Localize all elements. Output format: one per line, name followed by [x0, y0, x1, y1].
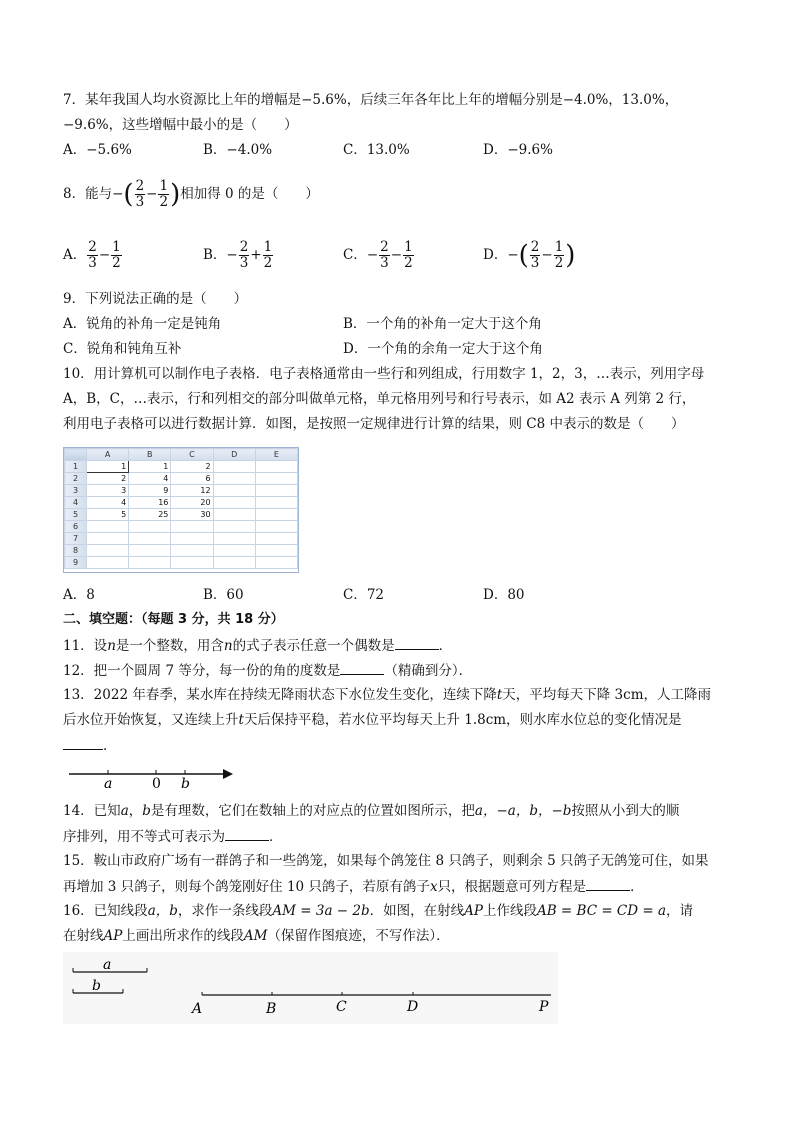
label-point-c: C [336, 999, 347, 1015]
cell: 12 [171, 485, 213, 497]
q9-option-b: B．一个角的补角一定大于这个角 [343, 316, 542, 332]
row-header: 2 [65, 473, 87, 485]
cell: 5 [87, 509, 129, 521]
q14-line2: 序排列，用不等式可表示为 ． [63, 826, 283, 847]
table-row [65, 533, 298, 545]
table-row [65, 521, 298, 533]
answer-blank[interactable] [395, 635, 439, 650]
table-row [65, 473, 298, 485]
label-segment-a: a [103, 957, 112, 973]
q8-option-d: D．−( $\frac{2}{3}$ − $\frac{1}{2}$ ) [483, 239, 576, 271]
answer-blank[interactable] [586, 876, 630, 891]
cell: 16 [129, 497, 171, 509]
table-row [65, 497, 298, 509]
cell: 6 [171, 473, 213, 485]
label-point-d: D [407, 999, 419, 1015]
cell [255, 509, 297, 521]
q8-option-a: A． $\frac{2}{3}$ − $\frac{1}{2}$ [63, 239, 121, 271]
label-a: a [104, 776, 113, 792]
column-header: C [171, 449, 213, 461]
cell: 9 [129, 485, 171, 497]
column-header: D [213, 449, 255, 461]
q10-line2: A，B，C，…表示，行和列相交的部分叫做单元格，单元格用列号和行号表示，如 A2 表示 A 列第 2 行， [63, 391, 696, 407]
arrow-icon [223, 769, 233, 779]
q8-stem: 8．能与−( $\frac{2}{3}$ − $\frac{1}{2}$ )相加得 0 的是（ ） [63, 178, 319, 210]
q10-option-b: B．60 [203, 587, 244, 603]
q10-option-c: C．72 [343, 587, 385, 603]
label-segment-b: b [92, 978, 101, 994]
label-0: 0 [152, 776, 161, 792]
q16-line2: 在射线AP上画出所求作的线段AM（保留作图痕迹，不写作法）． [63, 928, 450, 944]
row-header: 1 [65, 461, 87, 473]
q7-line1: 7．某年我国人均水资源比上年的增幅是−5.6%，后续三年各年比上年的增幅分别是−4.0%，13.0%， [63, 92, 679, 108]
q13-line3: ． [63, 735, 117, 756]
q10-line1: 10．用计算机可以制作电子表格．电子表格通常由一些行和列组成，行用数字 1，2，3，…表示，列用字母 [63, 366, 705, 382]
row-header: 5 [65, 509, 87, 521]
row-header: 7 [65, 533, 87, 545]
label-point-b: B [266, 1001, 277, 1017]
q7-option-a: A．−5.6% [63, 142, 132, 158]
q13-line2: 后水位开始恢复，又连续上升t天后保持平稳，若水位平均每天上升 1.8cm，则水库水位总的变化情况是 [63, 712, 682, 728]
corner-cell [65, 449, 87, 461]
q12: 12．把一个圆周 7 等分，每一份的角的度数是 （精确到分）． [63, 660, 472, 681]
spreadsheet-figure [63, 447, 299, 573]
column-header: B [129, 449, 171, 461]
cell [213, 473, 255, 485]
cell: 2 [171, 461, 213, 473]
column-header: A [87, 449, 129, 461]
cell: 1 [129, 461, 171, 473]
table-row [65, 461, 298, 473]
row-header: 9 [65, 557, 87, 569]
q15-line1: 15．鞍山市政府广场有一群鸽子和一些鸽笼，如果每个鸽笼住 8 只鸽子，则剩余 5 只鸽子无鸽笼可住，如果 [63, 853, 709, 869]
cell: 2 [87, 473, 129, 485]
table-row [65, 545, 298, 557]
answer-blank[interactable] [225, 826, 269, 841]
q14-line1: 14．已知a，b是有理数，它们在数轴上的对应点的位置如图所示，把a，−a，b，−b按照从小到大的顺 [63, 803, 680, 819]
q9-option-c: C．锐角和钝角互补 [63, 341, 182, 357]
number-line-figure [63, 760, 238, 796]
figure-background [63, 952, 558, 1024]
q15-line2: 再增加 3 只鸽子，则每个鸽笼刚好住 10 只鸽子，若原有鸽子x只，根据题意可列方程是 ． [63, 876, 644, 897]
q10-line3: 利用电子表格可以进行数据计算．如图，是按照一定规律进行计算的结果，则 C8 中表示的数是（ ） [63, 416, 685, 432]
q16-line1: 16．已知线段a，b，求作一条线段AM = 3a − 2b．如图，在射线AP上作线段AB = BC = CD = a，请 [63, 903, 694, 919]
q9-option-a: A．锐角的补角一定是钝角 [63, 316, 222, 332]
q13-line1: 13．2022 年春季，某水库在持续无降雨状态下水位发生变化，连续下降t天，平均每天下降 3cm，人工降雨 [63, 687, 712, 703]
cell [213, 509, 255, 521]
answer-blank[interactable] [340, 660, 384, 675]
cell: 4 [129, 473, 171, 485]
table-row [65, 557, 298, 569]
label-point-p: P [539, 999, 549, 1015]
cell: 4 [87, 497, 129, 509]
q9-stem: 9．下列说法正确的是（ ） [63, 291, 248, 307]
answer-blank[interactable] [63, 735, 103, 750]
q7-option-d: D．−9.6% [483, 142, 553, 158]
cell: 3 [87, 485, 129, 497]
row-header: 3 [65, 485, 87, 497]
q9-option-d: D．一个角的余角一定大于这个角 [343, 341, 543, 357]
table-row [65, 509, 298, 521]
column-header: E [255, 449, 297, 461]
row-header: 4 [65, 497, 87, 509]
q7-option-c: C．13.0% [343, 142, 410, 158]
section-title: 二、填空题：（每题 3 分，共 18 分） [63, 612, 284, 627]
q10-option-a: A．8 [63, 587, 95, 603]
q7-option-b: B．−4.0% [203, 142, 273, 158]
q11: 11．设n是一个整数，用含n的式子表示任意一个偶数是 ． [63, 635, 452, 656]
segment-figure [63, 952, 563, 1024]
cell: 30 [171, 509, 213, 521]
spreadsheet-header-row [65, 449, 298, 461]
q8-option-c: C．− $\frac{2}{3}$ − $\frac{1}{2}$ [343, 239, 413, 271]
cell [255, 497, 297, 509]
spreadsheet-table [64, 448, 298, 569]
cell [255, 485, 297, 497]
cell: 25 [129, 509, 171, 521]
cell [213, 461, 255, 473]
cell: 20 [171, 497, 213, 509]
table-row [65, 485, 298, 497]
row-header: 6 [65, 521, 87, 533]
cell [255, 461, 297, 473]
row-header: 8 [65, 545, 87, 557]
cell: 1 [87, 461, 129, 473]
label-b: b [181, 776, 190, 792]
cell [255, 473, 297, 485]
q7-line2: −9.6%，这些增幅中最小的是（ ） [63, 117, 298, 133]
cell [213, 485, 255, 497]
q10-option-d: D．80 [483, 587, 525, 603]
q8-option-b: B．− $\frac{2}{3}$ + $\frac{1}{2}$ [203, 239, 273, 271]
cell [213, 497, 255, 509]
label-point-a: A [192, 1001, 203, 1017]
